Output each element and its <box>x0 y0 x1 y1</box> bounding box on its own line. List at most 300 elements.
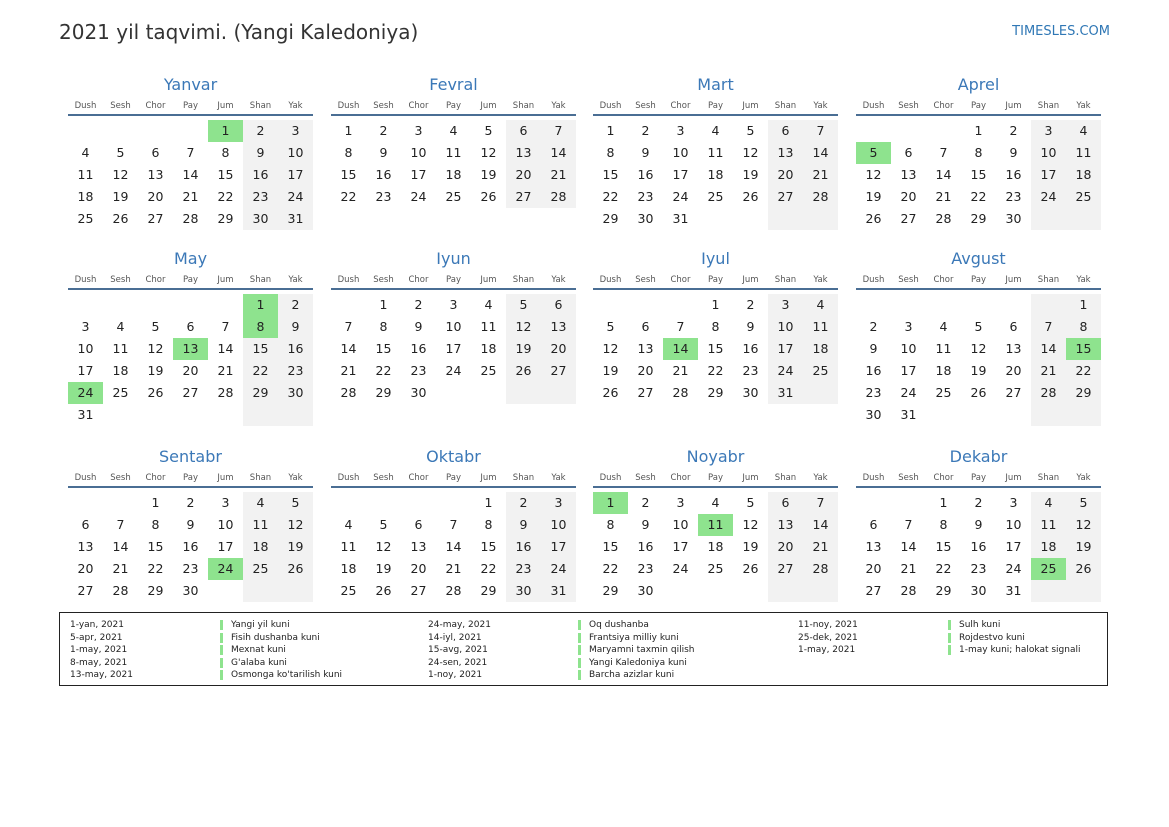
day-cell: 13 <box>515 145 532 160</box>
holiday-date: 24-sen, 2021 <box>428 657 488 668</box>
weekday-label: Dush <box>337 101 360 111</box>
weekday-label: Chor <box>145 473 166 483</box>
month-name: Yanvar <box>163 75 218 94</box>
day-grid <box>856 488 1101 620</box>
day-cell: 3 <box>1044 123 1053 138</box>
day-cell: 3 <box>1009 495 1018 510</box>
day-cell: 4 <box>81 145 90 160</box>
day-cell: 27 <box>1005 385 1022 400</box>
holiday-name: Osmonga ko'tarilish kuni <box>220 670 342 680</box>
day-cell: 21 <box>812 167 829 182</box>
day-cell: 15 <box>252 341 269 356</box>
day-cell: 26 <box>865 211 882 226</box>
weekday-label: Sesh <box>635 101 656 111</box>
day-cell: 6 <box>81 517 90 532</box>
holiday-date: 24-may, 2021 <box>428 620 491 630</box>
holiday-name: Maryamni taxmin qilish <box>578 645 694 655</box>
day-cell: 2 <box>414 297 423 312</box>
day-cell: 20 <box>515 167 532 182</box>
day-cell: 21 <box>182 189 199 204</box>
weekday-label: Jum <box>480 101 497 111</box>
day-cell: 5 <box>151 319 160 334</box>
day-cell: 19 <box>602 363 619 378</box>
day-cell: 10 <box>672 145 689 160</box>
weekday-label: Jum <box>480 473 497 483</box>
day-cell: 9 <box>641 145 650 160</box>
day-cell: 20 <box>900 189 917 204</box>
day-cell: 23 <box>287 363 304 378</box>
holiday-day: 11 <box>698 514 733 536</box>
weekday-label: Yak <box>813 473 828 483</box>
weekday-label: Jum <box>217 275 234 285</box>
day-cell: 2 <box>869 319 878 334</box>
holiday-date: 5-apr, 2021 <box>70 632 123 643</box>
day-cell: 12 <box>287 517 304 532</box>
holiday-list <box>59 612 1108 686</box>
holiday-date: 1-may, 2021 <box>798 645 856 655</box>
weekday-label: Yak <box>1076 275 1091 285</box>
day-cell: 17 <box>1040 167 1057 182</box>
day-cell: 24 <box>550 561 567 576</box>
day-cell: 4 <box>939 319 948 334</box>
month-name: Fevral <box>429 75 478 94</box>
weekday-label: Dush <box>862 473 885 483</box>
day-cell: 14 <box>812 517 829 532</box>
day-cell: 10 <box>900 341 917 356</box>
day-cell: 22 <box>1075 363 1092 378</box>
weekday-label: Jum <box>742 473 759 483</box>
weekday-label: Dush <box>74 101 97 111</box>
holiday-name: Barcha azizlar kuni <box>578 670 674 680</box>
day-cell: 30 <box>252 211 269 226</box>
holiday-date: 8-may, 2021 <box>70 657 128 668</box>
day-cell: 2 <box>641 495 650 510</box>
day-cell: 2 <box>1009 123 1018 138</box>
holiday-day: 15 <box>1066 338 1101 360</box>
weekday-label: Pay <box>971 473 986 483</box>
day-cell: 16 <box>637 167 654 182</box>
day-cell: 17 <box>900 363 917 378</box>
day-cell: 29 <box>602 583 619 598</box>
day-cell: 27 <box>182 385 199 400</box>
day-cell: 23 <box>375 189 392 204</box>
holiday-name: Rojdestvo kuni <box>948 633 1025 643</box>
holiday-name: Fisih dushanba kuni <box>220 633 320 643</box>
day-cell: 17 <box>77 363 94 378</box>
day-cell: 13 <box>77 539 94 554</box>
weekday-label: Pay <box>446 473 461 483</box>
month-noyabr <box>593 446 838 620</box>
day-cell: 1 <box>606 123 615 138</box>
day-cell: 7 <box>449 517 458 532</box>
weekday-label: Pay <box>971 101 986 111</box>
day-cell: 21 <box>1040 363 1057 378</box>
day-cell: 7 <box>554 123 563 138</box>
day-cell: 21 <box>672 363 689 378</box>
day-cell: 24 <box>410 189 427 204</box>
day-cell: 19 <box>480 167 497 182</box>
day-grid <box>593 116 838 248</box>
day-cell: 22 <box>970 189 987 204</box>
day-cell: 11 <box>707 145 724 160</box>
day-cell: 7 <box>904 517 913 532</box>
day-cell: 1 <box>939 495 948 510</box>
day-cell: 29 <box>217 211 234 226</box>
day-cell: 26 <box>1075 561 1092 576</box>
day-cell: 27 <box>77 583 94 598</box>
day-cell: 15 <box>340 167 357 182</box>
day-cell: 8 <box>379 319 388 334</box>
day-cell: 13 <box>777 145 794 160</box>
weekday-header <box>856 470 1101 488</box>
day-cell: 6 <box>414 517 423 532</box>
day-cell: 7 <box>816 495 825 510</box>
day-cell: 29 <box>935 583 952 598</box>
day-cell: 28 <box>672 385 689 400</box>
day-cell: 20 <box>777 167 794 182</box>
day-cell: 28 <box>217 385 234 400</box>
day-cell: 8 <box>974 145 983 160</box>
day-cell: 13 <box>1005 341 1022 356</box>
day-cell: 1 <box>151 495 160 510</box>
weekday-label: Pay <box>183 101 198 111</box>
day-cell: 27 <box>410 583 427 598</box>
day-cell: 18 <box>1040 539 1057 554</box>
weekday-label: Dush <box>599 473 622 483</box>
day-cell: 8 <box>484 517 493 532</box>
day-cell: 10 <box>287 145 304 160</box>
day-cell: 16 <box>252 167 269 182</box>
day-cell: 20 <box>1005 363 1022 378</box>
weekday-label: Yak <box>551 275 566 285</box>
day-cell: 17 <box>445 341 462 356</box>
day-cell: 30 <box>742 385 759 400</box>
weekday-label: Shan <box>1037 275 1060 285</box>
weekday-header <box>593 98 838 116</box>
day-cell: 10 <box>672 517 689 532</box>
day-cell: 30 <box>182 583 199 598</box>
day-cell: 29 <box>480 583 497 598</box>
day-cell: 31 <box>777 385 794 400</box>
weekday-label: Chor <box>670 275 691 285</box>
weekday-label: Dush <box>337 473 360 483</box>
month-may <box>68 248 313 422</box>
day-cell: 18 <box>1075 167 1092 182</box>
day-cell: 5 <box>484 123 493 138</box>
day-cell: 27 <box>637 385 654 400</box>
day-cell: 22 <box>602 561 619 576</box>
day-cell: 11 <box>480 319 497 334</box>
day-cell: 16 <box>970 539 987 554</box>
day-cell: 18 <box>480 341 497 356</box>
day-cell: 30 <box>515 583 532 598</box>
day-cell: 2 <box>974 495 983 510</box>
weekday-label: Jum <box>480 275 497 285</box>
day-cell: 4 <box>816 297 825 312</box>
day-cell: 10 <box>550 517 567 532</box>
day-cell: 10 <box>777 319 794 334</box>
day-cell: 16 <box>637 539 654 554</box>
weekday-label: Sesh <box>373 101 394 111</box>
day-cell: 9 <box>746 319 755 334</box>
day-cell: 23 <box>865 385 882 400</box>
day-cell: 20 <box>865 561 882 576</box>
weekday-label: Pay <box>971 275 986 285</box>
day-cell: 4 <box>711 123 720 138</box>
weekday-header <box>331 272 576 290</box>
day-cell: 8 <box>606 517 615 532</box>
weekday-label: Jum <box>1005 101 1022 111</box>
weekday-header <box>68 470 313 488</box>
holiday-day: 14 <box>663 338 698 360</box>
day-cell: 24 <box>1005 561 1022 576</box>
day-cell: 25 <box>112 385 129 400</box>
day-cell: 15 <box>147 539 164 554</box>
day-cell: 29 <box>252 385 269 400</box>
day-cell: 29 <box>1075 385 1092 400</box>
weekday-label: Chor <box>933 101 954 111</box>
day-cell: 18 <box>445 167 462 182</box>
holiday-date: 13-may, 2021 <box>70 670 133 680</box>
day-cell: 25 <box>935 385 952 400</box>
weekday-label: Yak <box>288 473 303 483</box>
day-cell: 15 <box>602 167 619 182</box>
day-cell: 27 <box>550 363 567 378</box>
month-iyun <box>331 248 576 422</box>
holiday-name: Oq dushanba <box>578 620 649 630</box>
day-cell: 23 <box>970 561 987 576</box>
day-cell: 24 <box>900 385 917 400</box>
weekday-label: Sesh <box>110 275 131 285</box>
day-cell: 6 <box>904 145 913 160</box>
holiday-name: Sulh kuni <box>948 620 1000 630</box>
day-cell: 17 <box>287 167 304 182</box>
day-cell: 21 <box>445 561 462 576</box>
day-cell: 13 <box>777 517 794 532</box>
day-cell: 28 <box>812 189 829 204</box>
day-cell: 8 <box>939 517 948 532</box>
day-cell: 16 <box>410 341 427 356</box>
holiday-name: Frantsiya milliy kuni <box>578 633 679 643</box>
day-cell: 29 <box>147 583 164 598</box>
site-link[interactable]: TIMESLES.COM <box>1012 24 1110 39</box>
day-cell: 14 <box>217 341 234 356</box>
weekday-label: Shan <box>774 275 797 285</box>
day-cell: 4 <box>1044 495 1053 510</box>
day-cell: 10 <box>1040 145 1057 160</box>
day-cell: 12 <box>865 167 882 182</box>
day-cell: 12 <box>112 167 129 182</box>
month-name: Avgust <box>951 249 1006 268</box>
day-cell: 8 <box>711 319 720 334</box>
day-cell: 5 <box>116 145 125 160</box>
day-cell: 22 <box>935 561 952 576</box>
weekday-label: Sesh <box>110 473 131 483</box>
day-cell: 17 <box>1005 539 1022 554</box>
day-cell: 20 <box>147 189 164 204</box>
day-cell: 19 <box>865 189 882 204</box>
day-cell: 19 <box>970 363 987 378</box>
day-cell: 17 <box>672 167 689 182</box>
day-cell: 19 <box>375 561 392 576</box>
day-cell: 3 <box>781 297 790 312</box>
weekday-header <box>68 98 313 116</box>
day-cell: 22 <box>217 189 234 204</box>
day-cell: 24 <box>777 363 794 378</box>
day-cell: 20 <box>637 363 654 378</box>
day-grid <box>68 290 313 422</box>
day-cell: 27 <box>147 211 164 226</box>
day-cell: 14 <box>935 167 952 182</box>
weekday-label: Dush <box>74 275 97 285</box>
holiday-name: Yangi Kaledoniya kuni <box>578 658 687 668</box>
day-cell: 15 <box>935 539 952 554</box>
month-aprel <box>856 74 1101 248</box>
day-cell: 31 <box>550 583 567 598</box>
day-cell: 26 <box>112 211 129 226</box>
day-cell: 5 <box>606 319 615 334</box>
day-cell: 27 <box>515 189 532 204</box>
weekday-label: Shan <box>249 101 272 111</box>
weekday-label: Chor <box>408 473 429 483</box>
day-cell: 12 <box>515 319 532 334</box>
day-cell: 3 <box>904 319 913 334</box>
month-name: Noyabr <box>686 447 745 466</box>
day-cell: 5 <box>746 495 755 510</box>
day-grid <box>68 488 313 620</box>
day-cell: 15 <box>375 341 392 356</box>
weekday-label: Jum <box>1005 473 1022 483</box>
day-cell: 26 <box>287 561 304 576</box>
weekday-header <box>856 98 1101 116</box>
weekday-header <box>331 98 576 116</box>
day-cell: 17 <box>410 167 427 182</box>
day-cell: 18 <box>707 539 724 554</box>
day-cell: 1 <box>974 123 983 138</box>
day-cell: 24 <box>445 363 462 378</box>
day-cell: 25 <box>340 583 357 598</box>
day-cell: 11 <box>112 341 129 356</box>
day-cell: 27 <box>900 211 917 226</box>
day-cell: 13 <box>147 167 164 182</box>
weekday-label: Sesh <box>373 473 394 483</box>
day-cell: 28 <box>935 211 952 226</box>
day-cell: 17 <box>777 341 794 356</box>
weekday-header <box>331 470 576 488</box>
day-cell: 22 <box>147 561 164 576</box>
weekday-label: Pay <box>708 473 723 483</box>
day-grid <box>68 116 313 248</box>
day-cell: 12 <box>742 145 759 160</box>
day-cell: 10 <box>410 145 427 160</box>
day-cell: 7 <box>344 319 353 334</box>
month-name: Dekabr <box>949 447 1008 466</box>
day-cell: 19 <box>147 363 164 378</box>
weekday-label: Pay <box>446 101 461 111</box>
day-cell: 23 <box>637 561 654 576</box>
weekday-label: Jum <box>742 275 759 285</box>
day-cell: 25 <box>77 211 94 226</box>
day-cell: 9 <box>414 319 423 334</box>
day-cell: 18 <box>935 363 952 378</box>
day-cell: 25 <box>252 561 269 576</box>
day-cell: 5 <box>1079 495 1088 510</box>
weekday-label: Dush <box>74 473 97 483</box>
day-cell: 18 <box>77 189 94 204</box>
day-cell: 17 <box>550 539 567 554</box>
holiday-date: 15-avg, 2021 <box>428 645 488 655</box>
weekday-label: Sesh <box>110 101 131 111</box>
day-cell: 3 <box>676 495 685 510</box>
day-grid <box>331 488 576 620</box>
day-cell: 7 <box>939 145 948 160</box>
day-cell: 21 <box>112 561 129 576</box>
day-cell: 4 <box>711 495 720 510</box>
day-cell: 19 <box>112 189 129 204</box>
month-fevral <box>331 74 576 248</box>
day-cell: 15 <box>480 539 497 554</box>
weekday-label: Jum <box>217 101 234 111</box>
month-yanvar <box>68 74 313 248</box>
day-cell: 2 <box>641 123 650 138</box>
day-cell: 9 <box>869 341 878 356</box>
day-cell: 28 <box>812 561 829 576</box>
weekday-label: Shan <box>774 473 797 483</box>
day-cell: 11 <box>77 167 94 182</box>
day-cell: 9 <box>519 517 528 532</box>
weekday-label: Shan <box>512 473 535 483</box>
weekday-header <box>68 272 313 290</box>
day-cell: 26 <box>480 189 497 204</box>
day-cell: 6 <box>641 319 650 334</box>
day-cell: 10 <box>217 517 234 532</box>
day-cell: 6 <box>781 495 790 510</box>
day-cell: 1 <box>379 297 388 312</box>
weekday-label: Chor <box>933 473 954 483</box>
day-cell: 6 <box>869 517 878 532</box>
day-cell: 16 <box>182 539 199 554</box>
holiday-day: 24 <box>68 382 103 404</box>
day-cell: 8 <box>344 145 353 160</box>
day-cell: 13 <box>900 167 917 182</box>
day-cell: 1 <box>484 495 493 510</box>
day-cell: 20 <box>550 341 567 356</box>
day-cell: 29 <box>970 211 987 226</box>
day-cell: 16 <box>1005 167 1022 182</box>
holiday-date: 1-yan, 2021 <box>70 620 124 630</box>
day-cell: 31 <box>672 211 689 226</box>
day-cell: 16 <box>865 363 882 378</box>
weekday-label: Jum <box>742 101 759 111</box>
day-cell: 21 <box>217 363 234 378</box>
day-cell: 22 <box>707 363 724 378</box>
weekday-label: Sesh <box>898 275 919 285</box>
day-cell: 23 <box>515 561 532 576</box>
weekday-label: Chor <box>145 101 166 111</box>
day-cell: 8 <box>606 145 615 160</box>
day-cell: 14 <box>900 539 917 554</box>
day-cell: 5 <box>519 297 528 312</box>
weekday-label: Chor <box>933 275 954 285</box>
day-cell: 16 <box>375 167 392 182</box>
day-cell: 24 <box>672 561 689 576</box>
day-cell: 27 <box>865 583 882 598</box>
day-cell: 26 <box>742 189 759 204</box>
day-cell: 2 <box>379 123 388 138</box>
day-cell: 30 <box>1005 211 1022 226</box>
day-cell: 4 <box>1079 123 1088 138</box>
weekday-header <box>856 272 1101 290</box>
